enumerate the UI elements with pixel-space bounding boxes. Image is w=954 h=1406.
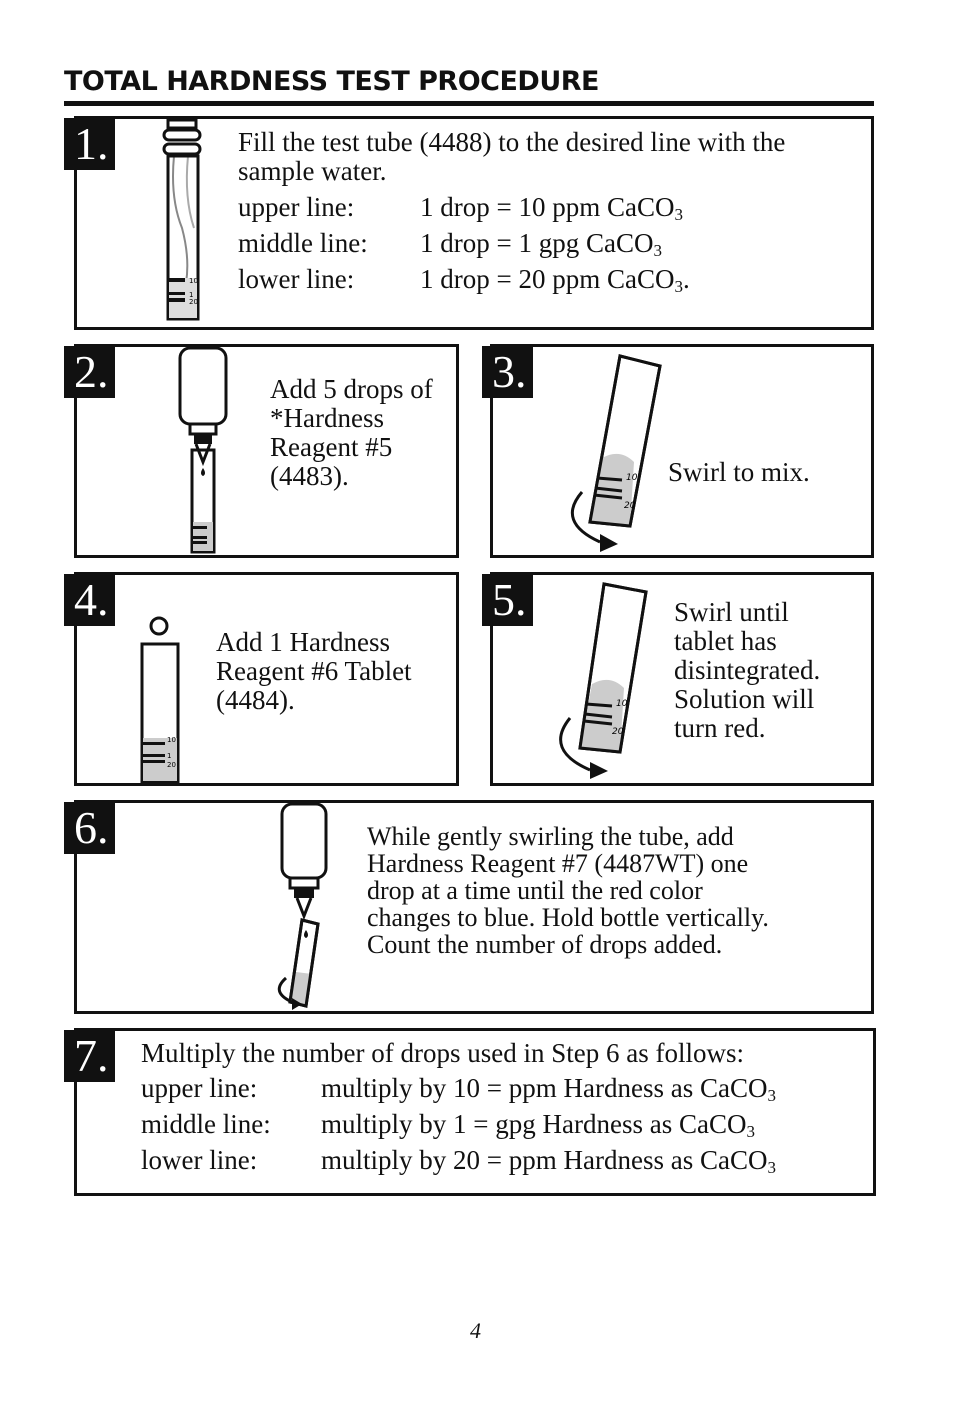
row-value: 1 drop = 20 ppm CaCO <box>420 264 675 294</box>
step-3-box <box>490 344 874 558</box>
step-2-text: Add 5 drops of *Hardness Reagent #5 (4483). <box>270 374 433 491</box>
step-3-text: Swirl to mix. <box>668 457 810 487</box>
svg-text:10: 10 <box>167 736 176 744</box>
step-3-number: 3. <box>482 346 533 398</box>
svg-text:20: 20 <box>612 727 624 737</box>
svg-text:1: 1 <box>167 752 172 760</box>
step-2-number: 2. <box>64 346 115 398</box>
row-label: lower line: <box>141 1145 258 1175</box>
step-4-number: 4. <box>64 574 115 626</box>
row-value: 1 drop = 10 ppm CaCO <box>420 192 675 222</box>
row-sub: 3 <box>674 205 683 224</box>
row-sub: 3 <box>767 1158 776 1177</box>
svg-text:20: 20 <box>167 761 176 769</box>
row-tail: . <box>682 264 690 294</box>
step-6-text: While gently swirling the tube, add Hardness Reagent #7 (4487WT) one drop at a time until the red color changes to blue. Hold bottle vertically. Count the number of drops added. <box>367 822 769 959</box>
step-1-text: Fill the test tube (4488) to the desired line with the sample water. <box>238 127 786 186</box>
tube-mark-1: 1 <box>189 291 194 299</box>
row-sub: 3 <box>674 277 683 296</box>
tilted-tube-swirl-icon <box>560 352 670 556</box>
tube-mark-10: 10 <box>189 277 198 285</box>
step-5-text: Swirl until tablet has disintegrated. Solution will turn red. <box>674 597 821 743</box>
row-sub: 3 <box>767 1086 776 1105</box>
svg-text:10: 10 <box>616 699 628 709</box>
title-rule <box>64 101 874 106</box>
step-5-number: 5. <box>482 574 533 626</box>
step-6-number: 6. <box>64 802 115 854</box>
step-7-number: 7. <box>64 1030 115 1082</box>
row-label: middle line: <box>141 1109 271 1139</box>
row-value: 1 drop = 1 gpg CaCO <box>420 228 654 258</box>
tablet-tube-icon <box>138 612 188 784</box>
tilted-tube-swirl-icon-2 <box>548 580 658 784</box>
row-sub: 3 <box>746 1122 755 1141</box>
test-tube-icon <box>160 118 210 324</box>
page-title: TOTAL HARDNESS TEST PROCEDURE <box>64 66 599 97</box>
dropper-tube-swirl-icon <box>270 802 340 1012</box>
step-7-text: Multiply the number of drops used in Step 6 as follows: <box>141 1038 744 1068</box>
row-label: upper line: <box>238 192 355 222</box>
step-4-text: Add 1 Hardness Reagent #6 Tablet (4484). <box>216 627 412 715</box>
row-value: multiply by 1 = gpg Hardness as CaCO <box>321 1109 747 1139</box>
row-value: multiply by 10 = ppm Hardness as CaCO <box>321 1073 768 1103</box>
dropper-bottle-icon <box>176 346 236 556</box>
svg-text:10: 10 <box>626 473 638 483</box>
svg-text:20: 20 <box>624 501 636 511</box>
step-1-number: 1. <box>64 118 115 170</box>
row-sub: 3 <box>653 241 662 260</box>
row-label: middle line: <box>238 228 368 258</box>
row-label: upper line: <box>141 1073 258 1103</box>
row-label: lower line: <box>238 264 355 294</box>
page-number: 4 <box>470 1318 481 1343</box>
row-value: multiply by 20 = ppm Hardness as CaCO <box>321 1145 768 1175</box>
tube-mark-20: 20 <box>189 298 198 306</box>
